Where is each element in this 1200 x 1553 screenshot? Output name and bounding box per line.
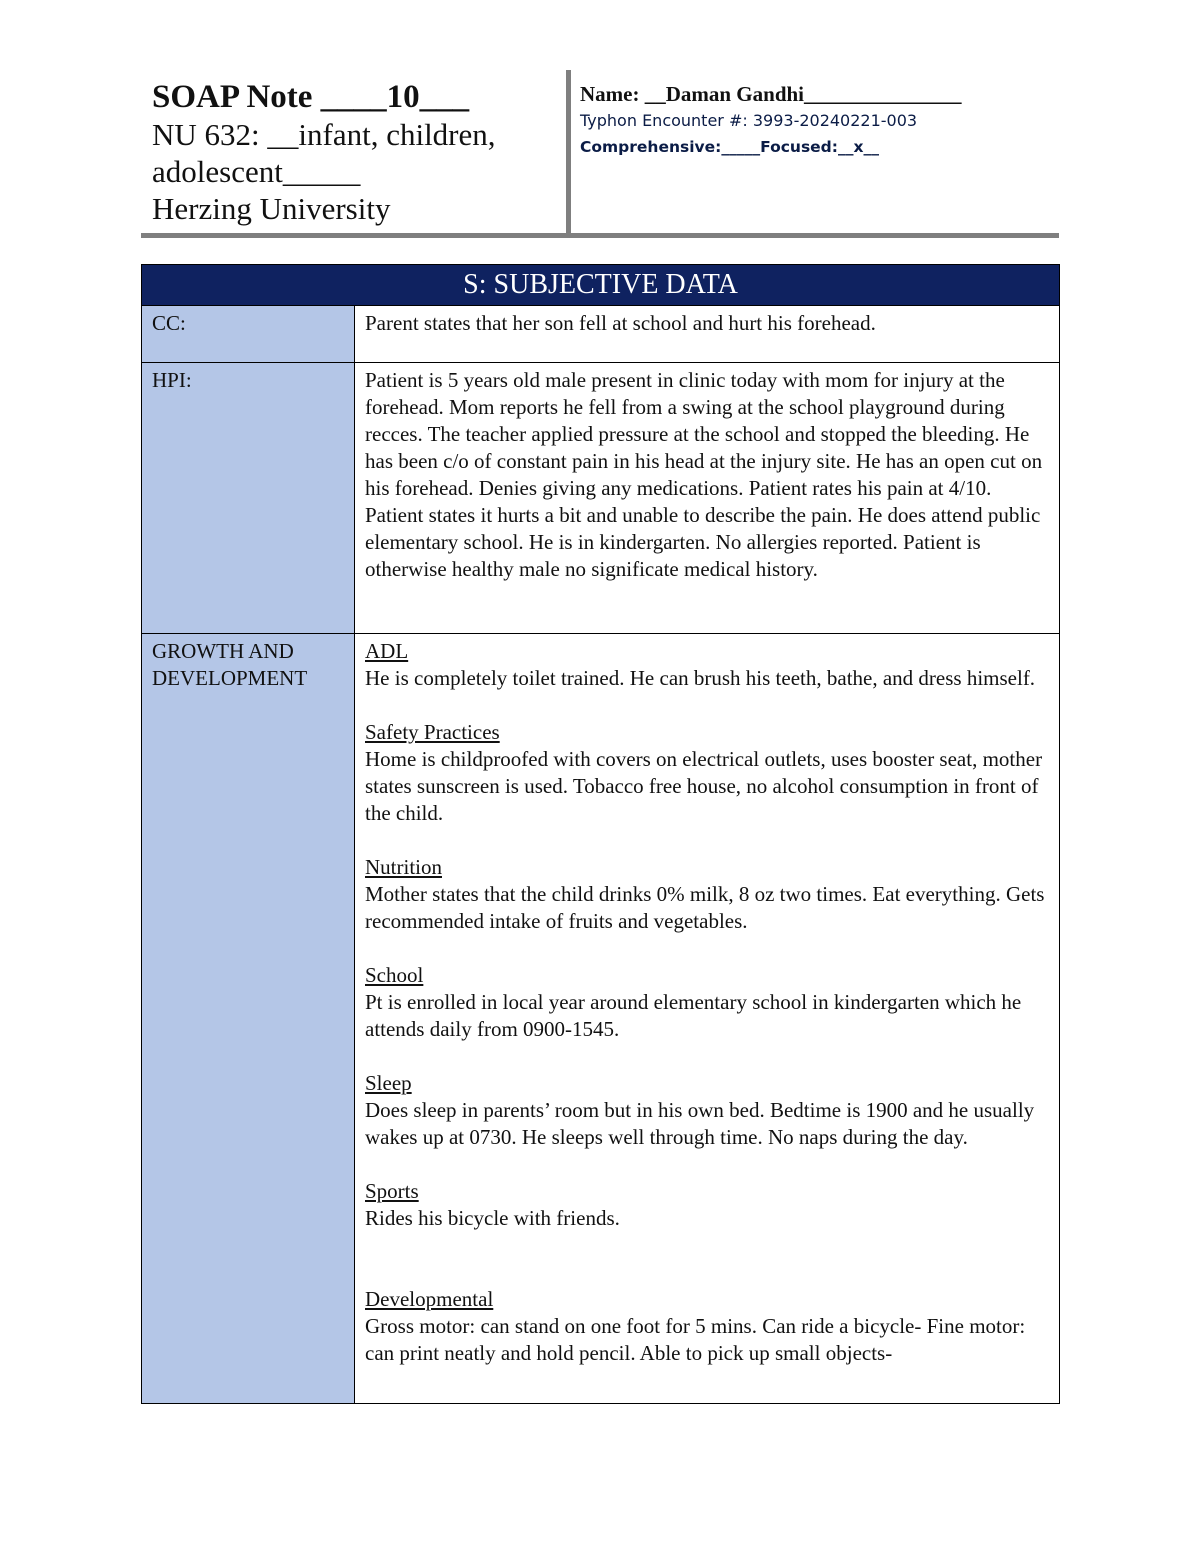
- sleep-text: Does sleep in parents’ room but in his own bed. Bedtime is 1900 and he usually wakes up at 0730. He sleeps well through time. No naps during the day.: [365, 1098, 1035, 1149]
- safety-text: Home is childproofed with covers on electrical outlets, uses booster seat, mother states sunscreen is used. Tobacco free house, no alcohol consumption in front of the child.: [365, 747, 1043, 825]
- course-line-2: adolescent_____: [152, 154, 361, 189]
- adl-heading: ADL: [365, 639, 409, 663]
- cc-label: CC:: [142, 306, 355, 363]
- growth-label-line-1: GROWTH AND: [152, 639, 294, 663]
- developmental-heading: Developmental: [365, 1287, 494, 1311]
- section-title: S: SUBJECTIVE DATA: [142, 265, 1060, 306]
- cc-text: Parent states that her son fell at school and hurt his forehead.: [355, 306, 1060, 363]
- table-row-hpi: [142, 363, 1060, 634]
- hpi-label: HPI:: [142, 363, 355, 634]
- nutrition-heading: Nutrition: [365, 855, 442, 879]
- header-left-block: [152, 78, 562, 227]
- header-horizontal-divider: [141, 233, 1059, 238]
- header-right-block: [580, 80, 1040, 160]
- safety-heading: Safety Practices: [365, 720, 500, 744]
- typhon-encounter: Typhon Encounter #: 3993-20240221-003: [580, 111, 918, 130]
- adl-text: He is completely toilet trained. He can brush his teeth, bathe, and dress himself.: [365, 666, 1036, 690]
- sports-text: Rides his bicycle with friends.: [365, 1206, 620, 1230]
- table-row-cc: [142, 306, 1060, 363]
- growth-label-line-2: DEVELOPMENT: [152, 666, 308, 690]
- growth-content: [355, 634, 1060, 1404]
- sleep-heading: Sleep: [365, 1071, 412, 1095]
- school-heading: School: [365, 963, 424, 987]
- course-line-1: NU 632: __infant, children,: [152, 117, 496, 152]
- school-text: Pt is enrolled in local year around elementary school in kindergarten which he attends daily from 0900-1545.: [365, 990, 1022, 1041]
- header-vertical-divider: [566, 70, 571, 234]
- subjective-table: [141, 264, 1060, 1404]
- exam-type: Comprehensive:_____Focused:__x__: [580, 138, 879, 156]
- developmental-text: Gross motor: can stand on one foot for 5 mins. Can ride a bicycle- Fine motor: can print neatly and hold pencil. Able to pick up small objects-: [365, 1314, 1026, 1365]
- hpi-text: Patient is 5 years old male present in clinic today with mom for injury at the forehead. Mom reports he fell from a swing at the school playground during recces. The teacher applied pressure at the school and stopped the bleeding. He has been c/o of constant pain in his head at the injury site. He has an open cut on his forehead. Denies giving any medications. Patient rates his pain at 4/10. Patient states it hurts a bit and unable to describe the pain. He does attend public elementary school. He is in kindergarten. No allergies reported. Patient is otherwise healthy male no significate medical history.: [355, 363, 1060, 634]
- student-name: Name: __Daman Gandhi_______________: [580, 82, 962, 106]
- growth-label: [142, 634, 355, 1404]
- nutrition-text: Mother states that the child drinks 0% milk, 8 oz two times. Eat everything. Gets recommended intake of fruits and vegetables.: [365, 882, 1045, 933]
- soap-note-title: SOAP Note ____10___: [152, 79, 470, 115]
- section-header-row: [142, 265, 1060, 306]
- table-row-growth: [142, 634, 1060, 1404]
- university-name: Herzing University: [152, 191, 391, 226]
- sports-heading: Sports: [365, 1179, 419, 1203]
